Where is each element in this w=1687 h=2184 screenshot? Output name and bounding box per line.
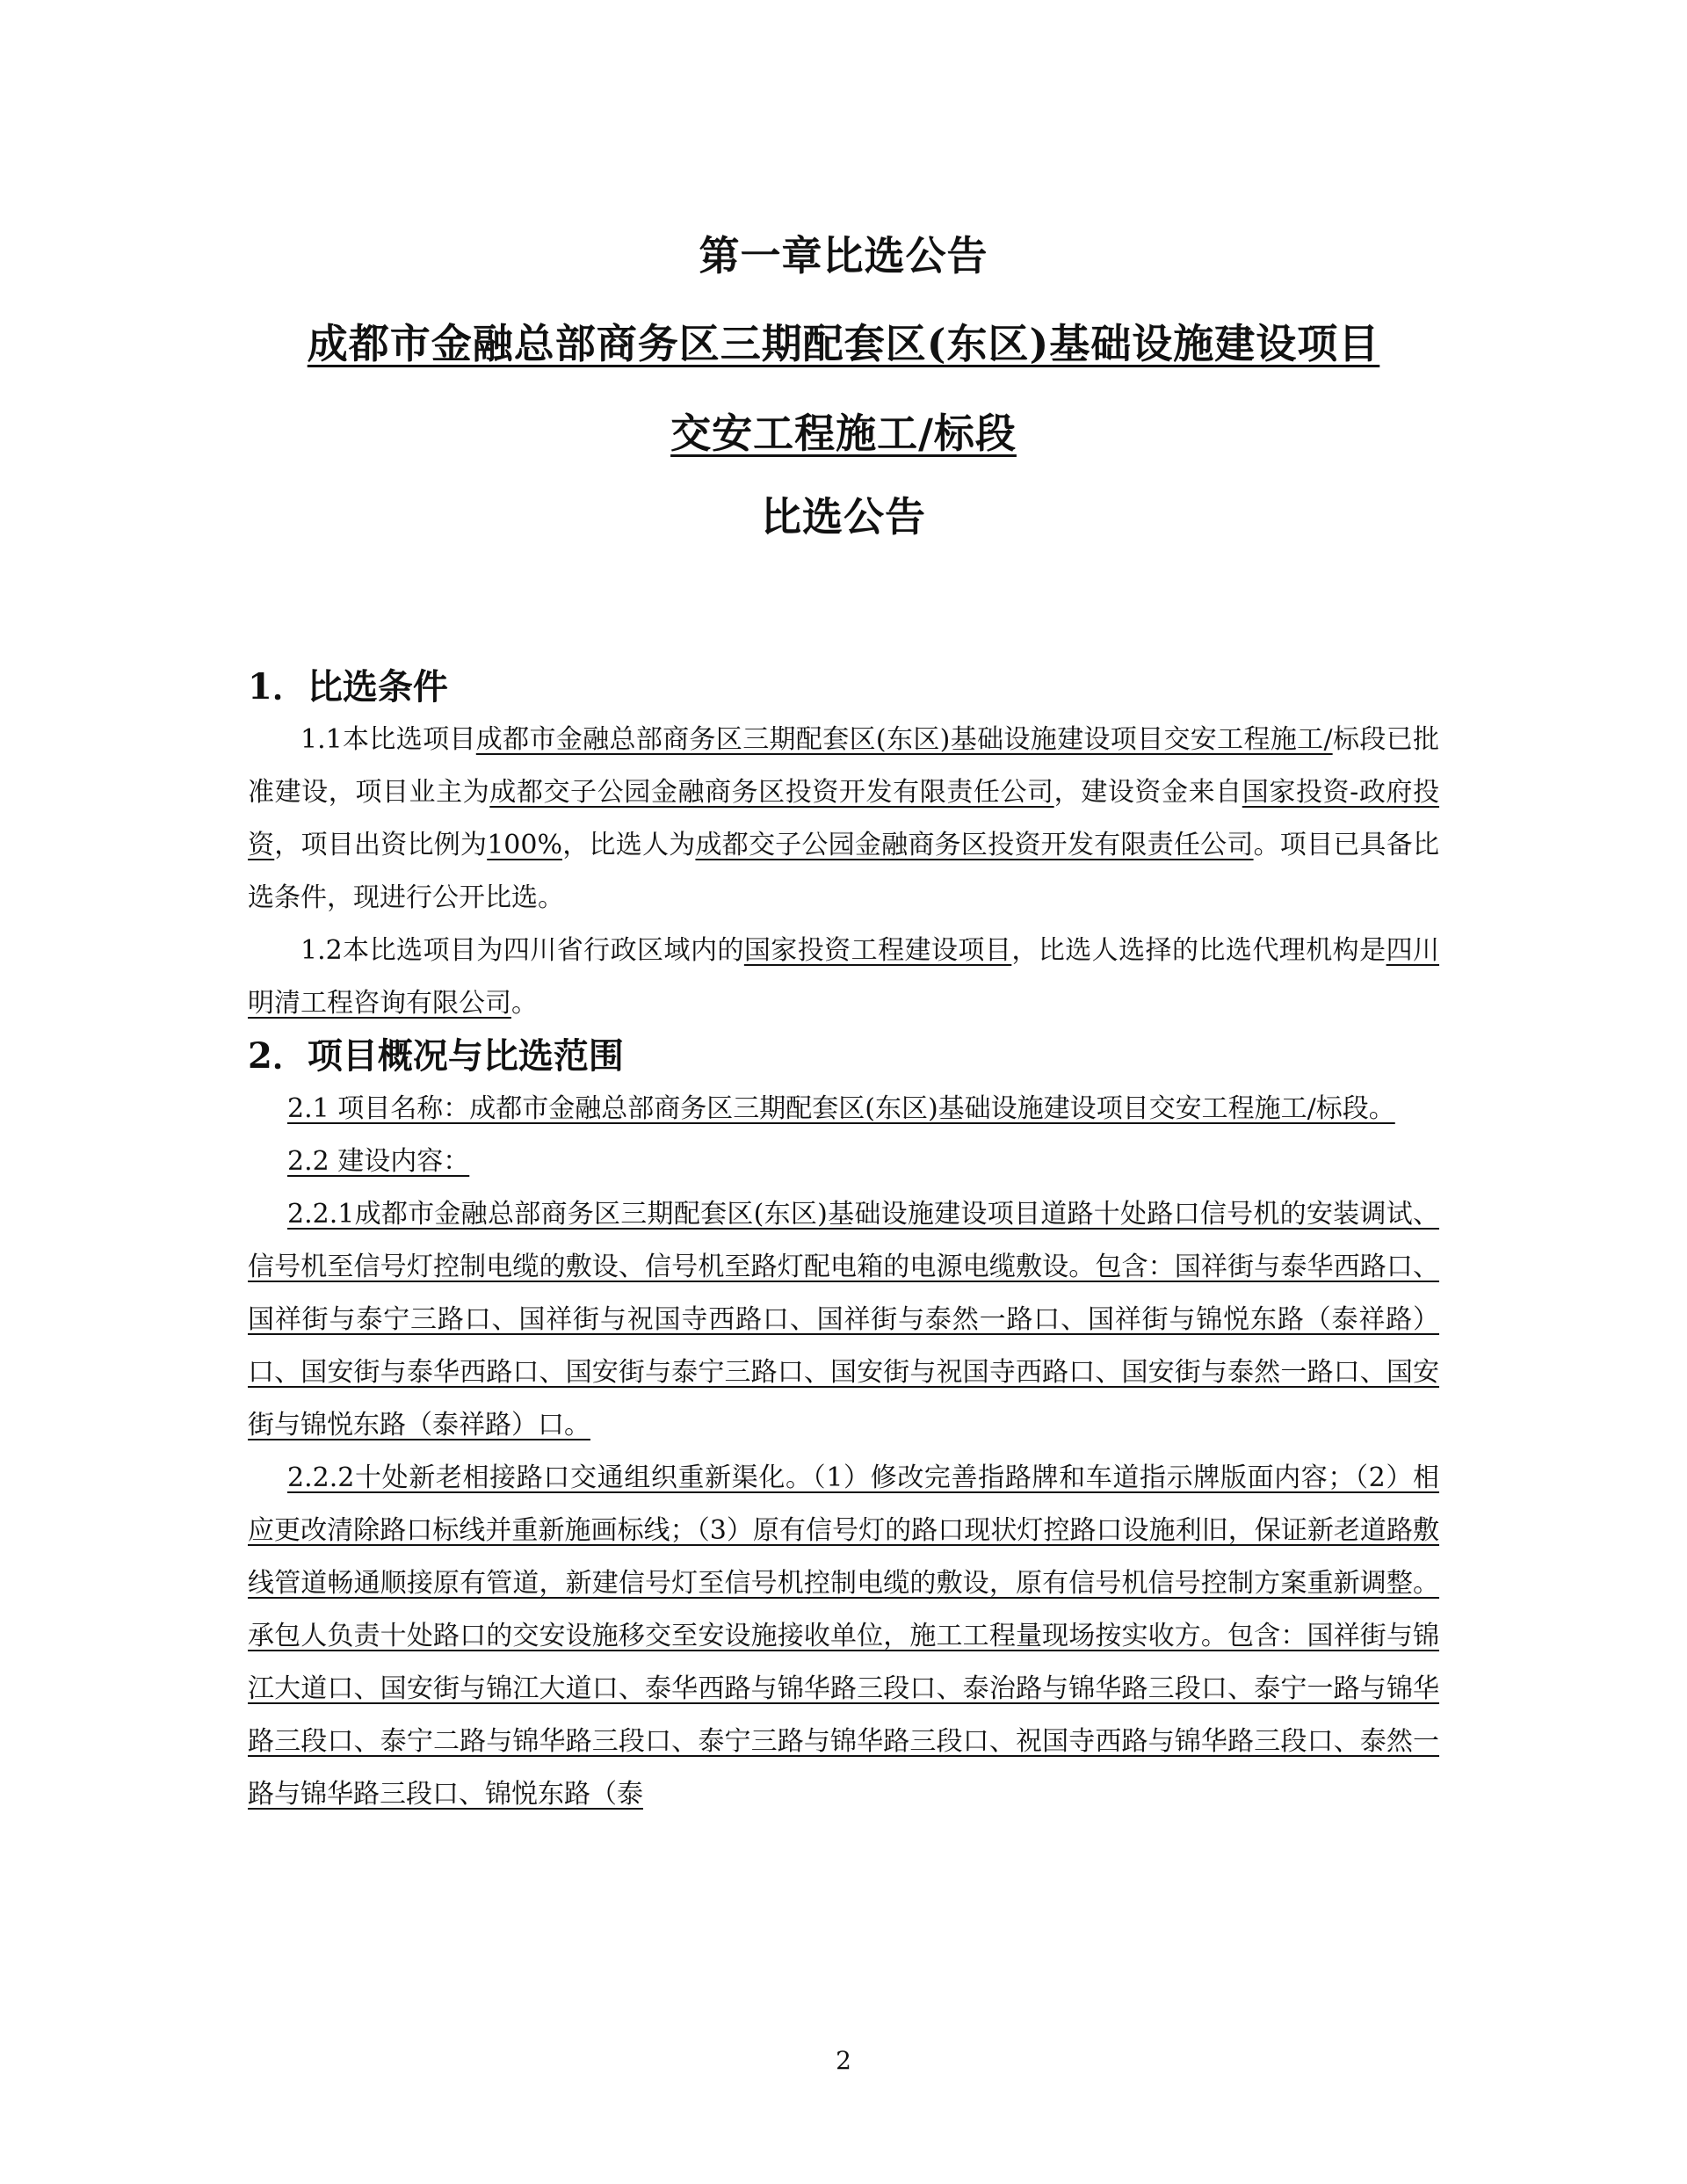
p1-1-a: 1.1本比选项目	[300, 724, 476, 755]
project-title-line2: 交安工程施工/标段	[670, 410, 1017, 457]
p1-1-selector: 成都交子公园金融商务区投资开发有限责任公司	[695, 830, 1254, 860]
p2-2-2-text: 2.2.2十处新老相接路口交通组织重新渠化。（1）修改完善指路牌和车道指示牌版面内容；（2）相应更改清除路口标线并重新施画标线；（3）原有信号灯的路口现状灯控路口设施利旧，保证新老道路敷线管道畅通顺接原有管道，新建信号灯至信号机控制电缆的敷设，原有信号机信号控制方案重新调整。承包人负责十处路口的交安设施移交至安设施接收单位，施工工程量现场按实收方。包含：国祥街与锦江大道口、国安街与锦江大道口、泰华西路与锦华路三段口、泰治路与锦华路三段口、泰宁一路与锦华路三段口、泰宁二路与锦华路三段口、泰宁三路与锦华路三段口、祝国寺西路与锦华路三段口、泰然一路与锦华路三段口、锦悦东路（泰	[248, 1462, 1439, 1810]
section-2-heading: 2．项目概况与比选范围	[248, 1035, 624, 1077]
p2-2-text: 2.2 建设内容：	[287, 1146, 470, 1177]
p1-1-ratio: 100%	[487, 830, 562, 860]
page-number: 2	[836, 2046, 851, 2075]
p1-1-owner: 成都交子公园金融商务区投资开发有限责任公司	[489, 777, 1054, 808]
paragraph-2-2	[248, 1136, 1439, 1188]
document-body	[248, 661, 1439, 1821]
p1-1-c: 标段已批准建设，项目业主为	[248, 724, 1440, 808]
paragraph-2-2-2	[248, 1452, 1439, 1821]
p1-1-k: 。项目已具备比选条件，现进行公开比选。	[248, 830, 1440, 913]
paragraph-1-2	[248, 925, 1439, 1030]
section-1-heading: 1．比选条件	[248, 666, 448, 707]
paragraph-2-2-1	[248, 1188, 1439, 1452]
p1-2-e: 。	[511, 988, 538, 1019]
p1-1-i: ，比选人为	[561, 830, 696, 860]
p1-2-a: 1.2本比选项目为四川省行政区域内的	[300, 935, 744, 966]
p1-2-c: ，比选人选择的比选代理机构是	[1011, 935, 1387, 966]
p2-2-1-text: 2.2.1成都市金融总部商务区三期配套区(东区)基础设施建设项目道路十处路口信号机的安装调试、信号机至信号灯控制电缆的敷设、信号机至路灯配电箱的电源电缆敷设。包含：国祥街与泰华西路口、国祥街与泰宁三路口、国祥街与祝国寺西路口、国祥街与泰然一路口、国祥街与锦悦东路（泰祥路）口、国安街与泰华西路口、国安街与泰宁三路口、国安街与祝国寺西路口、国安街与泰然一路口、国安街与锦悦东路（泰祥路）口。	[248, 1199, 1439, 1440]
p1-1-project-name: 成都市金融总部商务区三期配套区(东区)基础设施建设项目交安工程施工/	[475, 724, 1333, 755]
p1-2-agency: 四川明清工程咨询有限公司	[248, 935, 1440, 1019]
notice-title: 比选公告	[761, 493, 926, 541]
paragraph-2-1	[248, 1083, 1439, 1136]
project-title-line1: 成都市金融总部商务区三期配套区(东区)基础设施建设项目	[307, 320, 1380, 367]
p2-1-text: 2.1 项目名称：成都市金融总部商务区三期配套区(东区)基础设施建设项目交安工程施工/标段。	[287, 1093, 1395, 1124]
paragraph-1-1	[248, 714, 1439, 925]
p1-1-g: ，项目出资比例为	[274, 830, 488, 860]
p1-2-project-type: 国家投资工程建设项目	[743, 935, 1012, 966]
chapter-title: 第一章比选公告	[699, 232, 988, 279]
p1-1-e: ，建设资金来自	[1053, 777, 1242, 808]
p1-1-fund-source: 国家投资-政府投资	[248, 777, 1440, 860]
